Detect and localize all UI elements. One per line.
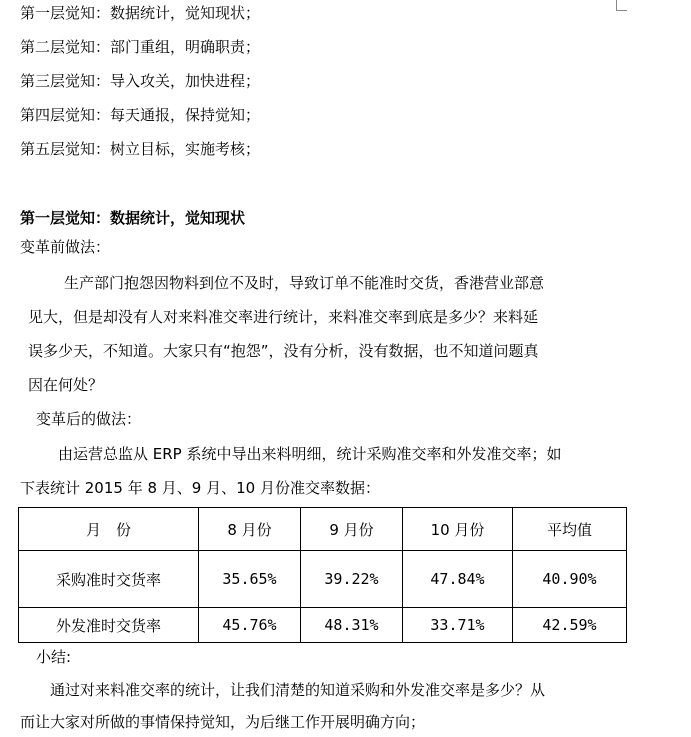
table-cell: 39.22% <box>301 551 403 608</box>
after-label: 变革后的做法： <box>36 410 142 428</box>
table-cell: 45.76% <box>199 608 301 643</box>
summary-label: 小结: <box>36 648 72 666</box>
summary-paragraph-line-1: 通过对来料准交率的统计，让我们清楚的知道采购和外发准交率是多少？从 <box>50 681 546 699</box>
table-header-average: 平均值 <box>513 508 627 551</box>
table-row <box>19 608 627 643</box>
after-paragraph-line-1: 由运营总监从 ERP 系统中导出来料明细，统计采购准交率和外发准交率；如 <box>58 445 562 463</box>
on-time-delivery-table <box>18 507 627 643</box>
table-cell: 33.71% <box>403 608 513 643</box>
before-paragraph-line-1: 生产部门抱怨因物料到位不及时，导致订单不能准时交货，香港营业部意 <box>64 274 545 292</box>
table-cell: 40.90% <box>513 551 627 608</box>
overview-line-3: 第三层觉知：导入攻关，加快进程； <box>20 72 261 90</box>
before-label: 变革前做法： <box>20 238 111 256</box>
page-corner-mark <box>616 0 627 11</box>
table-header-aug: 8 月份 <box>199 508 301 551</box>
summary-paragraph-line-2: 而让大家对所做的事情保持觉知，为后继工作开展明确方向； <box>20 713 426 731</box>
table-cell: 47.84% <box>403 551 513 608</box>
table-cell: 48.31% <box>301 608 403 643</box>
table-row <box>19 551 627 608</box>
table-header-row <box>19 508 627 551</box>
table-header-sep: 9 月份 <box>301 508 403 551</box>
table-cell: 42.59% <box>513 608 627 643</box>
overview-line-4: 第四层觉知：每天通报，保持觉知； <box>20 106 261 124</box>
table-row-label: 外发准时交货率 <box>19 608 199 643</box>
table-row-label: 采购准时交货率 <box>19 551 199 608</box>
after-paragraph-line-2: 下表统计 2015 年 8 月、9 月、10 月份准交率数据： <box>20 479 380 497</box>
before-paragraph-line-2: 见大，但是却没有人对来料准交率进行统计，来料准交率到底是多少？来料延 <box>28 308 539 326</box>
before-paragraph-line-3: 误多少天，不知道。大家只有“抱怨”，没有分析，没有数据，也不知道问题真 <box>28 342 539 360</box>
overview-line-2: 第二层觉知：部门重组，明确职责； <box>20 38 261 56</box>
overview-line-5: 第五层觉知：树立目标，实施考核； <box>20 140 261 158</box>
table-header-oct: 10 月份 <box>403 508 513 551</box>
overview-line-1: 第一层觉知：数据统计，觉知现状； <box>20 4 261 22</box>
section-heading: 第一层觉知：数据统计，觉知现状 <box>20 209 246 227</box>
before-paragraph-line-4: 因在何处？ <box>28 376 104 394</box>
table-header-month: 月 份 <box>19 508 199 551</box>
table-cell: 35.65% <box>199 551 301 608</box>
